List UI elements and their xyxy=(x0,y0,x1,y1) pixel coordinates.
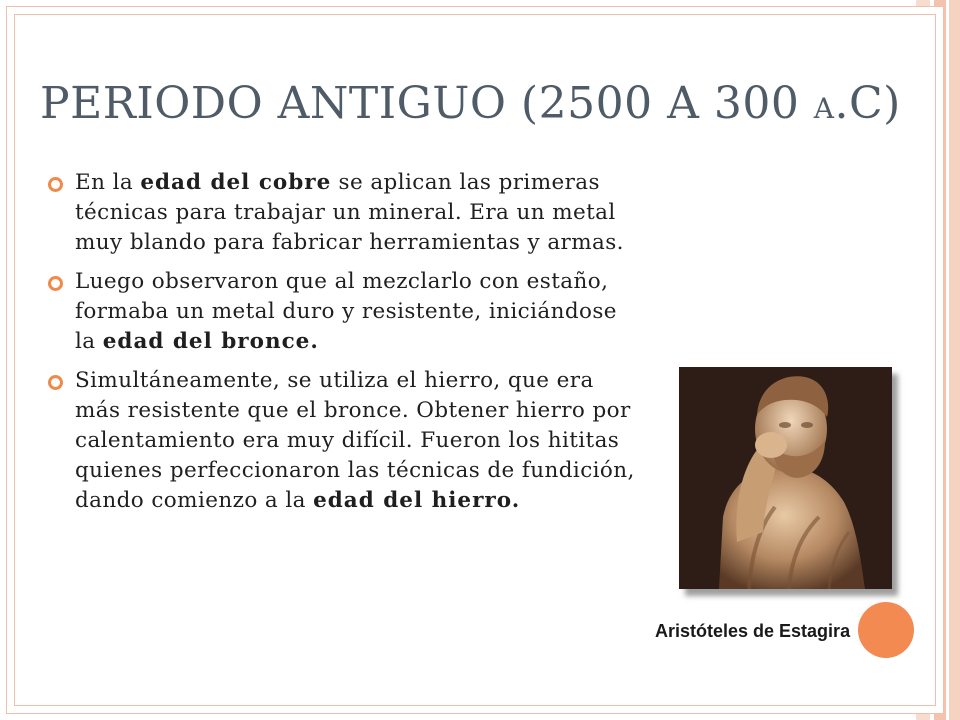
title-small-caps: A xyxy=(813,92,835,125)
bullet-text-run: Simultáneamente, se utiliza el hierro, que era más resistente que el bronce. Obtener hierro por calentamiento era muy difícil. Fueron los hititas quienes perfeccionaron las técnicas de fundición, dando comienzo a la xyxy=(75,368,635,513)
bullet-text xyxy=(75,267,638,357)
bullet-ring-icon xyxy=(48,177,63,192)
bullet-item xyxy=(48,267,638,357)
title-main: PERIODO ANTIGUO (2500 A 300 xyxy=(40,78,814,129)
bullet-item xyxy=(48,168,638,258)
bullet-bold-term: edad del cobre xyxy=(140,170,332,195)
aristotle-statue-image xyxy=(679,367,892,589)
bullet-ring-icon xyxy=(48,375,63,390)
decorative-stripe xyxy=(949,0,960,720)
bullet-text-run: se aplican las primeras técnicas para trabajar un mineral. Era un metal muy blando para fabricar herramientas y armas. xyxy=(75,170,624,255)
bullet-text xyxy=(75,168,638,258)
bullet-text-run: En la xyxy=(75,170,141,195)
bullet-text xyxy=(75,366,638,516)
bullet-item xyxy=(48,366,638,516)
title-end: .C) xyxy=(834,78,901,129)
slide-title xyxy=(40,76,900,137)
bullet-ring-icon xyxy=(48,276,63,291)
image-caption: Aristóteles de Estagira xyxy=(655,621,851,641)
bullet-bold-term: edad del hierro. xyxy=(313,488,521,513)
bullet-list xyxy=(48,168,638,525)
bullet-text-run: Luego observaron que al mezclarlo con estaño, formaba un metal duro y resistente, iniciándose la xyxy=(75,269,617,354)
bullet-bold-term: edad del bronce. xyxy=(102,329,319,354)
